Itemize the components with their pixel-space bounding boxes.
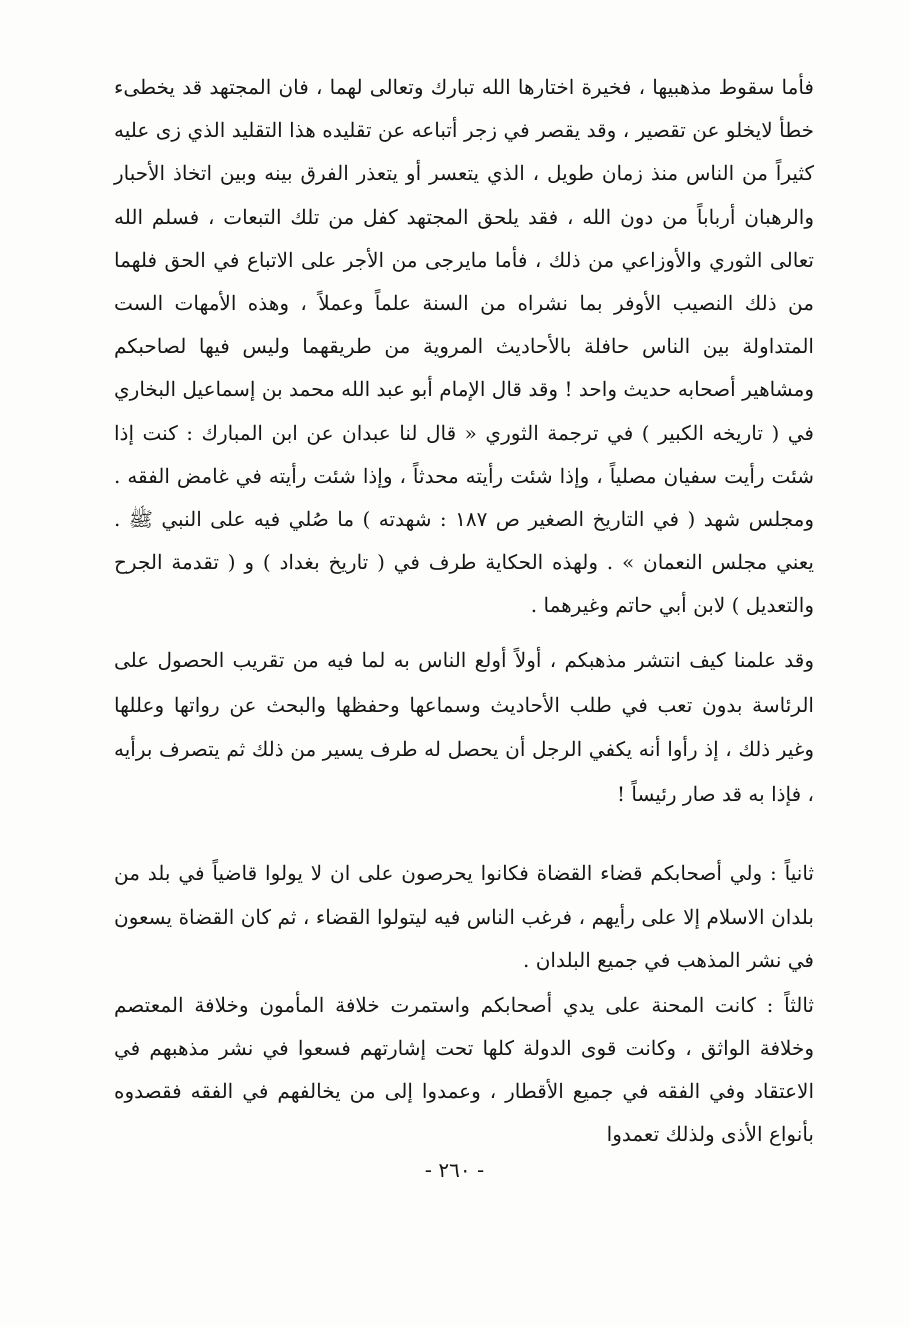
paragraph-4: ثالثاً : كانت المحنة على يدي أصحابكم واستمرت خلافة المأمون وخلافة المعتصم وخلافة الواثق ، وكانت قوى الدولة كلها تحت إشارتهم فسعوا في نشر مذهبهم في الاعتقاد وفي الفقه في جميع الأقطار ، وعمدوا إلى من يخالفهم في الفقه فقصدوه بأنواع الأذى ولذلك تعمدوا [114, 993, 814, 1146]
paragraph-2: وقد علمنا كيف انتشر مذهبكم ، أولاً أولع الناس به لما فيه من تقريب الحصول على الرئاسة بدون تعب في طلب الأحاديث وسماعها وحفظها والبحث عن رواتها وعللها وغير ذلك ، إذ رأوا أنه يكفي الرجل أن يحصل له طرف يسير من ذلك ثم يتصرف برأيه ، فإذا به قد صار رئيساً ! [114, 648, 814, 806]
page-number: - ٢٦٠ - [424, 1158, 485, 1182]
paragraph-3: ثانياً : ولي أصحابكم قضاء القضاة فكانوا يحرصون على ان لا يولوا قاضياً في بلد من بلدان الاسلام إلا على رأيهم ، فرغب الناس فيه ليتولوا القضاء ، ثم كان القضاة يسعون في نشر المذهب في جميع البلدان . [114, 861, 814, 972]
paragraph-1: فأما سقوط مذهبيها ، فخيرة اختارها الله تبارك وتعالى لهما ، فان المجتهد قد يخطىء خطأ لايخلو عن تقصير ، وقد يقصر في زجر أتباعه عن تقليده هذا التقليد الذي زى عليه كثيراً من الناس منذ زمان طويل ، الذي يتعسر أو يتعذر الفرق بينه وبين اتخاذ الأحبار والرهبان أرباباً من دون الله ، فقد يلحق المجتهد كفل من تلك التبعات ، فسلم الله تعالى الثوري والأوزاعي من ذلك ، فأما مايرجى من الأجر على الاتباع في الحق فلهما من ذلك النصيب الأوفر بما نشراه من السنة علماً وعملاً ، وهذه الأمهات الست المتداولة بين الناس حافلة بالأحاديث المروية من طريقهما وليس فيها لصاحبكم ومشاهير أصحابه حديث واحد ! وقد قال الإمام أبو عبد الله محمد بن إسماعيل البخاري في ( تاريخه الكبير ) في ترجمة الثوري « قال لنا عبدان عن ابن المبارك : كنت إذا شئت رأيت سفيان مصلياً ، وإذا شئت رأيته محدثاً ، وإذا شئت رأيته في غامض الفقه . ومجلس شهد ( في التاريخ الصغير ص ١٨٧ : شهدته ) ما صُلي فيه على النبي ﷺ . يعني مجلس النعمان » . ولهذه الحكاية طرف في ( تاريخ بغداد ) و ( تقدمة الجرح والتعديل ) لابن أبي حاتم وغيرهما . [114, 75, 814, 618]
